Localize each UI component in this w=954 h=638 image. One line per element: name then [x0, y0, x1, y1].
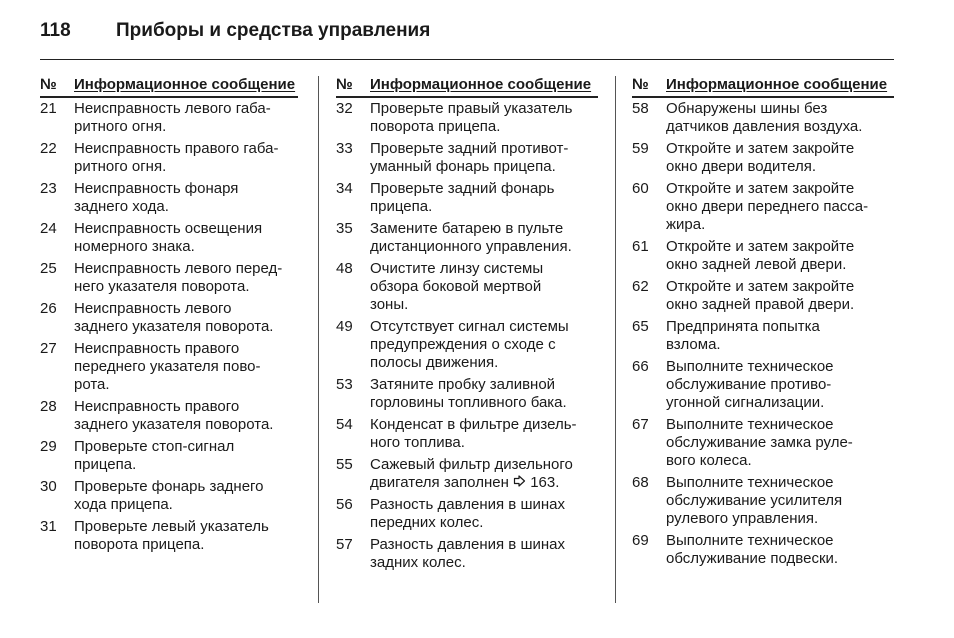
message-text-body: Проверьте задний противот- уманный фонарь прицепа.	[370, 140, 569, 175]
message-text-body: Проверьте стоп-сигнал прицепа.	[74, 438, 235, 473]
message-row	[336, 496, 598, 532]
message-text-body: Затяните пробку заливной горловины топливного бака.	[370, 376, 567, 411]
message-row	[40, 340, 298, 394]
message-text	[74, 180, 238, 216]
message-text	[666, 180, 868, 234]
message-text	[370, 260, 543, 314]
message-text-body: Предпринята попытка взлома.	[666, 318, 820, 353]
message-text	[74, 100, 271, 136]
message-number: 32	[336, 100, 353, 117]
number-column-header: №	[40, 76, 57, 93]
number-column-header: №	[632, 76, 649, 93]
message-text-body: Проверьте задний фонарь прицепа.	[370, 180, 555, 215]
message-text	[666, 140, 854, 176]
message-number: 61	[632, 238, 649, 255]
message-row	[632, 474, 894, 528]
message-text-body: Неисправность освещения номерного знака.	[74, 220, 263, 255]
message-text-body: Неисправность правого переднего указателя пово- рота.	[74, 340, 261, 393]
message-row	[632, 318, 894, 354]
message-text	[370, 140, 568, 176]
message-row	[40, 140, 298, 176]
message-text-body: Проверьте фонарь заднего хода прицепа.	[74, 478, 264, 513]
message-row	[336, 260, 598, 314]
message-number: 48	[336, 260, 353, 277]
message-text	[74, 438, 234, 474]
header-rule	[40, 59, 894, 60]
message-text	[74, 518, 269, 554]
message-table-column-3	[632, 74, 894, 572]
column-header	[336, 74, 598, 98]
message-text-body: Отсутствует сигнал системы предупреждения о сходе с полосы движения.	[370, 318, 569, 371]
page-reference[interactable]: 163.	[530, 474, 560, 491]
message-text	[370, 496, 565, 532]
page-reference-arrow-icon	[513, 474, 526, 492]
message-text	[666, 532, 838, 568]
message-text-body: Замените батарею в пульте дистанционного управления.	[370, 220, 572, 255]
message-row	[632, 416, 894, 470]
message-text	[74, 140, 278, 176]
message-row	[336, 416, 598, 452]
message-row	[40, 478, 298, 514]
message-number: 66	[632, 358, 649, 375]
message-text-body: Неисправность правого заднего указателя поворота.	[74, 398, 274, 433]
message-column-header: Информационное сообщение	[74, 76, 296, 93]
message-text	[666, 416, 853, 470]
message-text	[74, 478, 264, 514]
message-row	[40, 100, 298, 136]
message-text	[666, 358, 834, 412]
message-text-body: Неисправность правого габа- ритного огня.	[74, 140, 279, 175]
message-text-body: Разность давления в шинах передних колес.	[370, 496, 565, 531]
message-number: 27	[40, 340, 57, 357]
message-row	[336, 376, 598, 412]
message-text-body: Сажевый фильтр дизельного двигателя заполнен	[370, 456, 573, 491]
message-number: 23	[40, 180, 57, 197]
message-number: 60	[632, 180, 649, 197]
message-text	[74, 398, 273, 434]
message-number: 35	[336, 220, 353, 237]
message-row	[632, 100, 894, 136]
message-text	[666, 100, 862, 136]
message-text-body: Разность давления в шинах задних колес.	[370, 536, 565, 571]
message-text	[370, 220, 572, 256]
message-row	[336, 220, 598, 256]
message-number: 57	[336, 536, 353, 553]
message-row	[336, 456, 598, 492]
message-text-body: Проверьте левый указатель поворота прицепа.	[74, 518, 269, 553]
page-header	[40, 20, 900, 46]
message-text-body: Выполните техническое обслуживание замка руле- вого колеса.	[666, 416, 853, 469]
message-text-body: Неисправность левого заднего указателя поворота.	[74, 300, 274, 335]
message-number: 69	[632, 532, 649, 549]
message-table-column-1	[40, 74, 298, 558]
message-text-body: Откройте и затем закройте окно задней левой двери.	[666, 238, 855, 273]
message-number: 54	[336, 416, 353, 433]
message-text-body: Неисправность левого габа- ритного огня.	[74, 100, 271, 135]
message-row	[40, 518, 298, 554]
message-number: 25	[40, 260, 57, 277]
message-number: 67	[632, 416, 649, 433]
message-text-body: Обнаружены шины без датчиков давления воздуха.	[666, 100, 863, 135]
message-text-body: Откройте и затем закройте окно двери переднего пасса- жира.	[666, 180, 869, 233]
message-row	[336, 536, 598, 572]
message-number: 53	[336, 376, 353, 393]
message-number: 28	[40, 398, 57, 415]
message-number: 24	[40, 220, 57, 237]
message-text	[74, 220, 262, 256]
message-row	[336, 180, 598, 216]
message-text	[666, 318, 820, 354]
message-text-body: Неисправность левого перед- него указателя поворота.	[74, 260, 283, 295]
message-number: 55	[336, 456, 353, 473]
message-table-column-2	[336, 74, 598, 576]
message-number: 31	[40, 518, 57, 535]
message-text	[370, 318, 569, 372]
message-row	[632, 532, 894, 568]
message-number: 26	[40, 300, 57, 317]
message-row	[40, 300, 298, 336]
message-row	[632, 278, 894, 314]
message-text	[666, 278, 854, 314]
message-number: 22	[40, 140, 57, 157]
message-text	[370, 376, 567, 412]
message-row	[336, 318, 598, 372]
number-column-header: №	[336, 76, 353, 93]
message-row	[632, 180, 894, 234]
message-row	[40, 398, 298, 434]
message-text	[74, 340, 261, 394]
column-header	[632, 74, 894, 98]
message-row	[632, 358, 894, 412]
message-text-body: Откройте и затем закройте окно двери водителя.	[666, 140, 855, 175]
message-text	[666, 474, 842, 528]
message-number: 49	[336, 318, 353, 335]
page-title: Приборы и средства управления	[116, 20, 431, 41]
message-text-body: Выполните техническое обслуживание усилителя рулевого управления.	[666, 474, 843, 527]
message-row	[336, 100, 598, 136]
message-row	[40, 220, 298, 256]
message-text-body: Проверьте правый указатель поворота прицепа.	[370, 100, 573, 135]
message-number: 21	[40, 100, 57, 117]
message-row	[336, 140, 598, 176]
message-text	[74, 300, 273, 336]
message-text-body: Очистите линзу системы обзора боковой мертвой зоны.	[370, 260, 544, 313]
message-row	[40, 180, 298, 216]
message-text	[370, 536, 565, 572]
column-divider	[318, 76, 319, 603]
message-text-body: Неисправность фонаря заднего хода.	[74, 180, 239, 215]
column-divider	[615, 76, 616, 603]
message-number: 56	[336, 496, 353, 513]
message-column-header: Информационное сообщение	[666, 76, 888, 93]
message-text-body: Выполните техническое обслуживание подвески.	[666, 532, 839, 567]
message-number: 62	[632, 278, 649, 295]
message-number: 59	[632, 140, 649, 157]
message-text	[370, 456, 573, 492]
message-text	[370, 416, 577, 452]
message-text-body: Выполните техническое обслуживание противо- угонной сигнализации.	[666, 358, 834, 411]
page-number: 118	[40, 20, 71, 41]
message-text	[370, 100, 572, 136]
message-number: 29	[40, 438, 57, 455]
message-number: 58	[632, 100, 649, 117]
message-text	[370, 180, 554, 216]
message-text	[74, 260, 282, 296]
message-number: 30	[40, 478, 57, 495]
message-text	[666, 238, 854, 274]
message-row	[632, 238, 894, 274]
message-number: 33	[336, 140, 353, 157]
message-row	[40, 260, 298, 296]
column-header	[40, 74, 298, 98]
message-number: 65	[632, 318, 649, 335]
message-number: 34	[336, 180, 353, 197]
message-row	[40, 438, 298, 474]
message-text-body: Откройте и затем закройте окно задней правой двери.	[666, 278, 855, 313]
message-column-header: Информационное сообщение	[370, 76, 592, 93]
message-text-body: Конденсат в фильтре дизель- ного топлива.	[370, 416, 577, 451]
message-number: 68	[632, 474, 649, 491]
message-row	[632, 140, 894, 176]
